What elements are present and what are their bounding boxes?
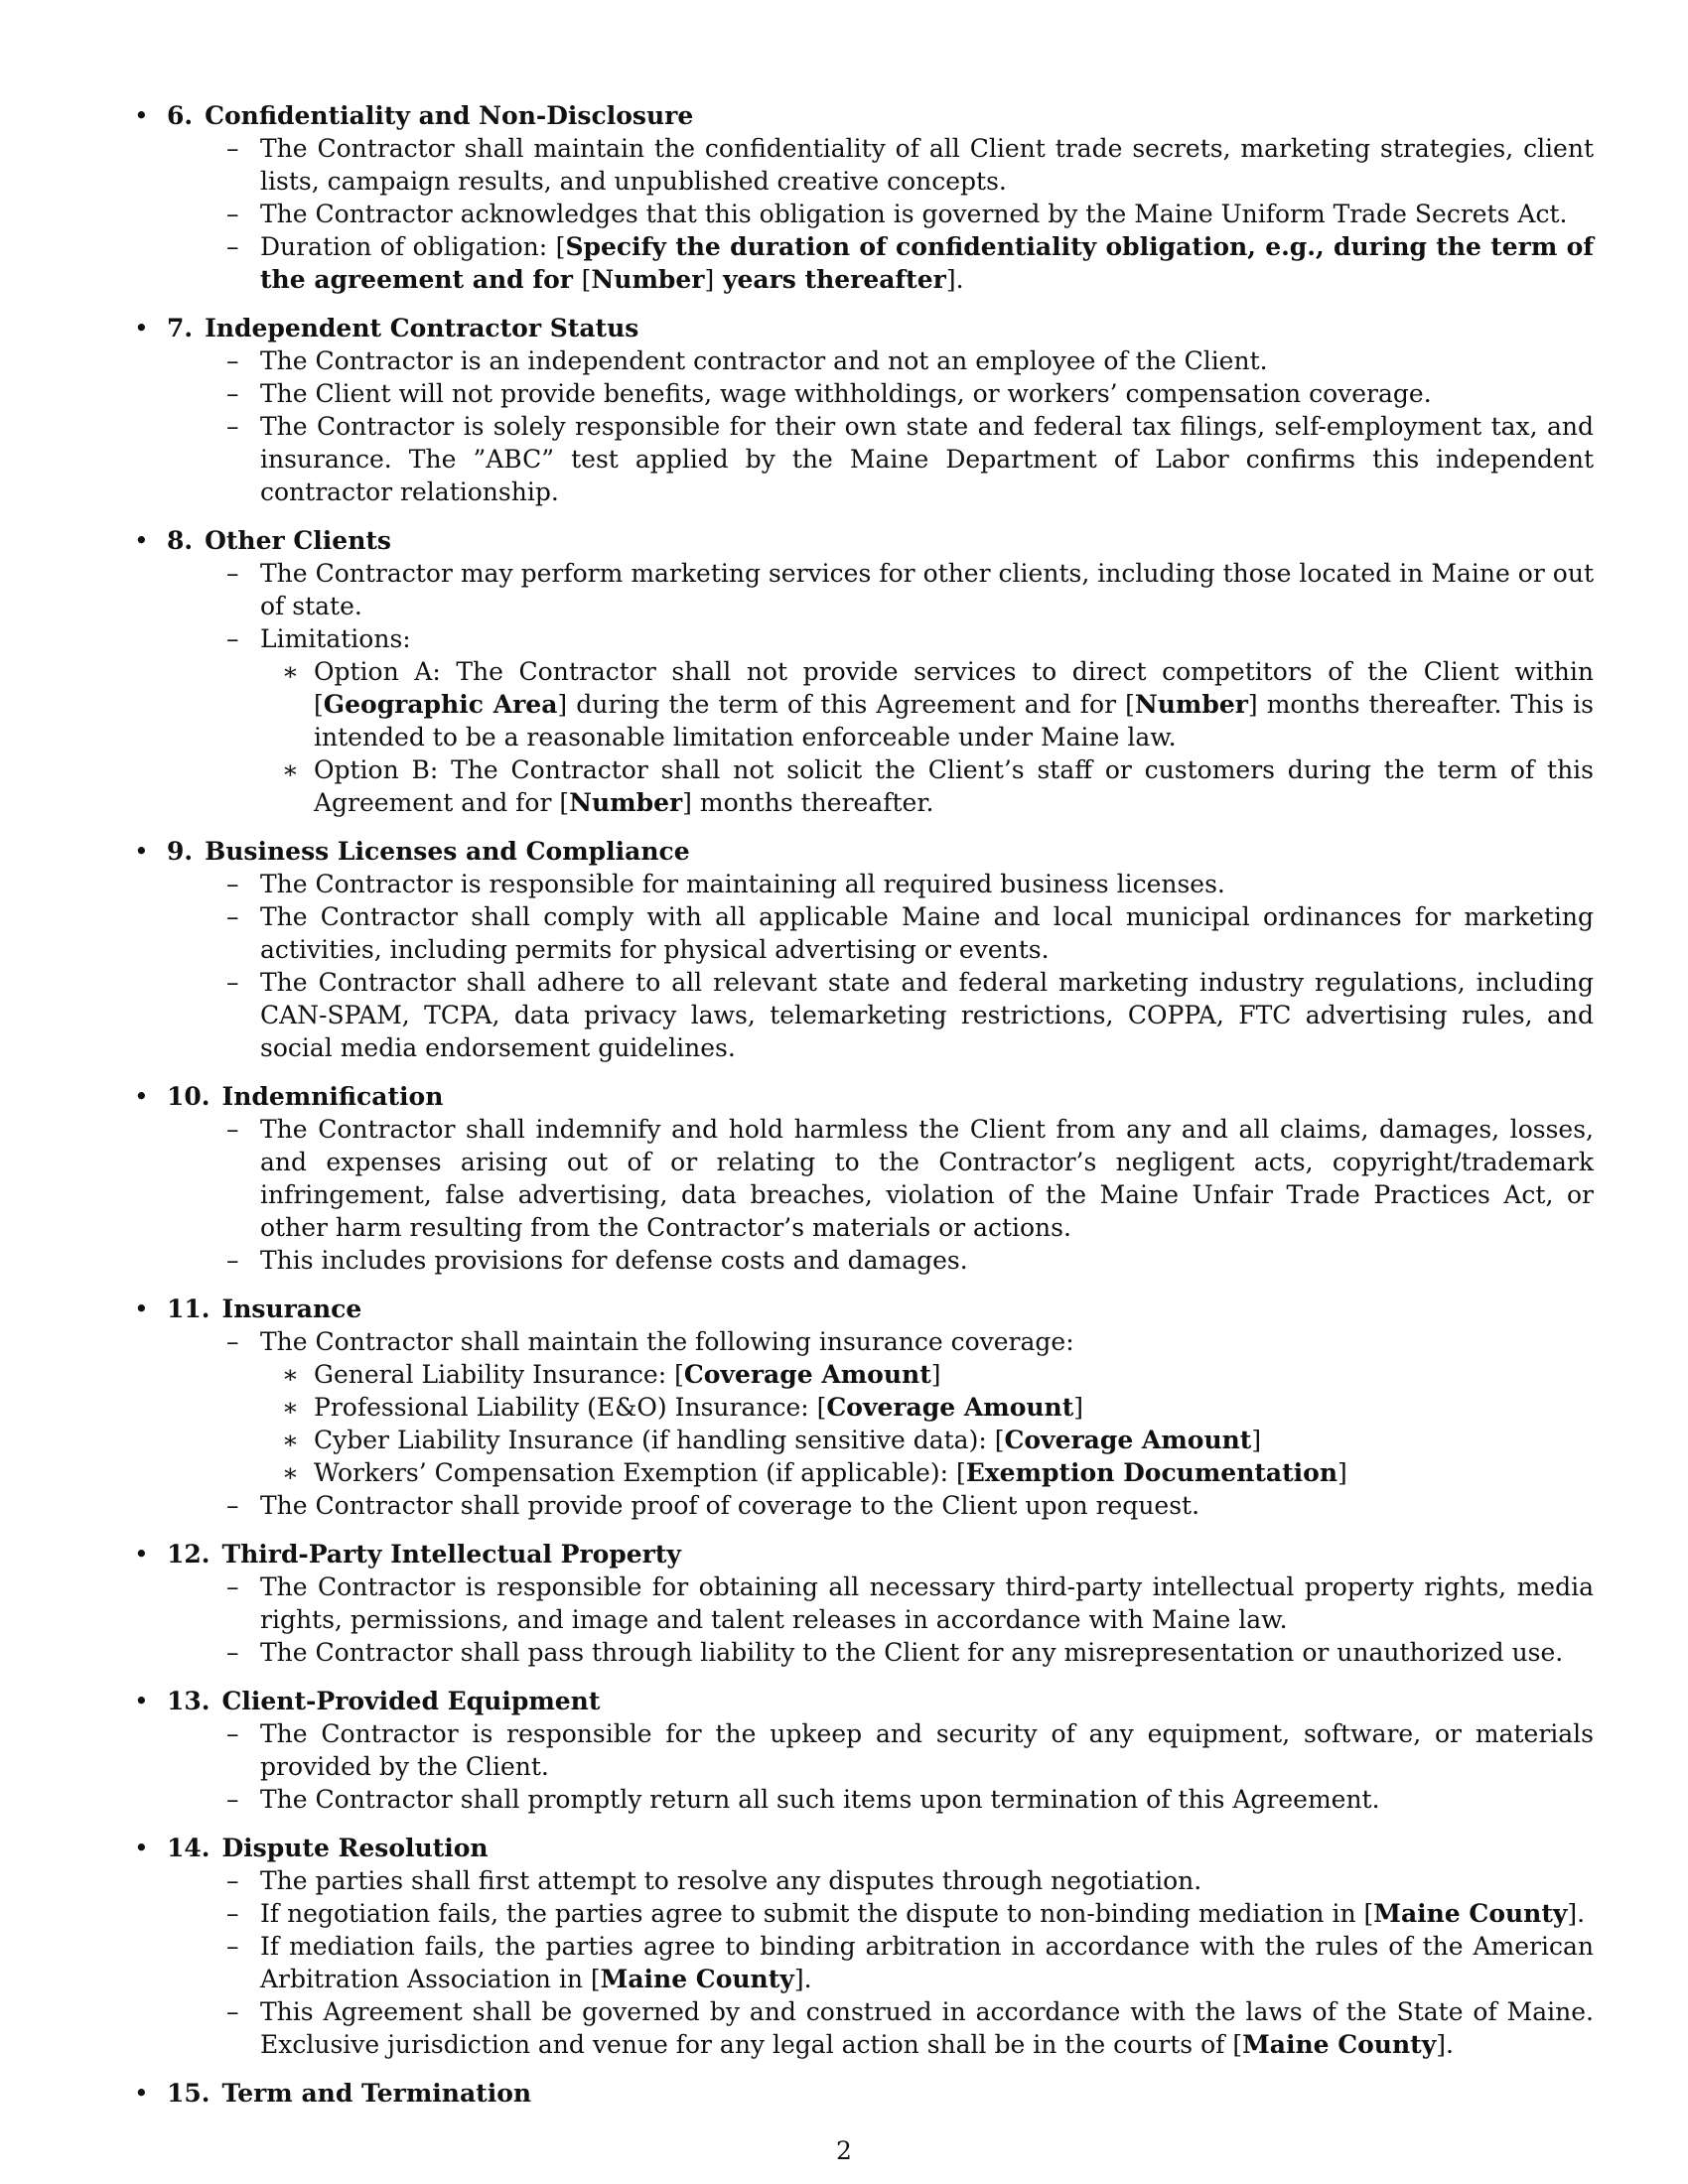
dash-marker: – <box>226 1719 239 1748</box>
clause-item <box>167 1489 1594 1522</box>
clause-text: The Contractor is an independent contractor and not an employee of the Client. <box>260 346 1268 375</box>
placeholder-text: Maine County <box>1242 2030 1437 2059</box>
clause-item <box>167 900 1594 966</box>
sub-clause-item <box>167 655 1594 753</box>
clause-text: Limitations: <box>260 624 411 653</box>
clause-text: Workers’ Compensation Exemption (if applicable): [ <box>314 1458 966 1487</box>
clause-text: This includes provisions for defense costs and damages. <box>260 1246 968 1275</box>
bullet-marker: • <box>134 1540 149 1569</box>
bullet-marker: • <box>134 1082 149 1111</box>
clause-text: ]. <box>1567 1899 1586 1928</box>
dash-marker: – <box>226 968 239 997</box>
placeholder-text: Maine County <box>1373 1899 1568 1928</box>
clause-text: Option A: The Contractor shall not provide services to direct competitors of the Client within [ <box>314 657 1594 719</box>
clause-text: ] <box>930 1360 941 1389</box>
clause-item <box>167 1244 1594 1277</box>
bullet-marker: • <box>134 1687 149 1715</box>
dash-marker: – <box>226 1246 239 1275</box>
clause-item <box>167 1864 1594 1897</box>
clause-text: If mediation fails, the parties agree to binding arbitration in accordance with the rules of the American Arbitration Association in [ <box>260 1932 1594 1993</box>
placeholder-text: Coverage Amount <box>683 1360 931 1389</box>
section-title: Confidentiality and Non-Disclosure <box>205 101 694 130</box>
section-number: 9. <box>167 837 194 866</box>
clause-text: ] during the term of this Agreement and for [ <box>557 690 1135 719</box>
section-heading <box>167 99 1594 132</box>
bullet-marker: • <box>134 2079 149 2108</box>
clause-item <box>167 557 1594 622</box>
bullet-marker: • <box>134 526 149 555</box>
clause-text: The Contractor shall indemnify and hold harmless the Client from any and all claims, damages, losses, and expenses arising out of or relating to the Contractor’s negligent acts, copyright/trademark infringement, false advertising, data breaches, violation of the Maine Unfair Trade Practices Act, or other harm resulting from the Contractor’s materials or actions. <box>260 1115 1594 1242</box>
bullet-marker: • <box>134 837 149 866</box>
section-heading <box>167 835 1594 868</box>
section-12 <box>134 1538 1594 1669</box>
placeholder-text: Specify the duration of confidentiality obligation, e.g., during the term of the agreement and for <box>260 232 1594 294</box>
clause-text: The Contractor shall maintain the confidentiality of all Client trade secrets, marketing strategies, client lists, campaign results, and unpublished creative concepts. <box>260 134 1594 196</box>
section-title: Third-Party Intellectual Property <box>221 1540 681 1569</box>
bullet-marker: • <box>134 314 149 342</box>
clause-text: The Contractor shall provide proof of coverage to the Client upon request. <box>260 1491 1200 1520</box>
section-heading <box>167 2077 1594 2110</box>
clause-text: ] months thereafter. This is intended to be a reasonable limitation enforceable under Maine law. <box>314 690 1594 751</box>
section-title: Indemnification <box>221 1082 444 1111</box>
section-number: 11. <box>167 1295 211 1323</box>
clause-text: ] <box>704 265 715 294</box>
section-8 <box>134 524 1594 819</box>
asterisk-marker: ∗ <box>282 1458 299 1487</box>
section-heading <box>167 1293 1594 1325</box>
clause-text: Cyber Liability Insurance (if handling sensitive data): [ <box>314 1426 1005 1454</box>
section-heading <box>167 312 1594 344</box>
dash-marker: – <box>226 1866 239 1895</box>
clause-text: ]. <box>945 265 964 294</box>
dash-marker: – <box>226 1327 239 1356</box>
section-heading <box>167 1538 1594 1570</box>
bullet-marker: • <box>134 101 149 130</box>
clause-text: The parties shall first attempt to resolve any disputes through negotiation. <box>260 1866 1202 1895</box>
section-11 <box>134 1293 1594 1522</box>
clause-text: The Contractor is solely responsible for their own state and federal tax filings, self-employment tax, and insurance. The ”ABC” test applied by the Maine Department of Labor confirms this independent contractor relationship. <box>260 412 1594 506</box>
clause-item <box>167 132 1594 198</box>
dash-marker: – <box>226 412 239 441</box>
sub-clause-item <box>167 1456 1594 1489</box>
dash-marker: – <box>226 870 239 898</box>
section-heading <box>167 524 1594 557</box>
clause-item <box>167 622 1594 655</box>
clause-item <box>167 198 1594 230</box>
placeholder-text: years thereafter <box>714 265 946 294</box>
dash-marker: – <box>226 1997 239 2026</box>
section-14 <box>134 1832 1594 2061</box>
section-number: 7. <box>167 314 194 342</box>
page-number: 2 <box>836 2136 852 2165</box>
section-9 <box>134 835 1594 1064</box>
dash-marker: – <box>226 134 239 163</box>
clause-text: Option B: The Contractor shall not solicit the Client’s staff or customers during the term of this Agreement and for [ <box>314 755 1594 817</box>
section-number: 13. <box>167 1687 211 1715</box>
clause-text: [ <box>581 265 592 294</box>
section-title: Business Licenses and Compliance <box>205 837 690 866</box>
dash-marker: – <box>226 1638 239 1667</box>
clause-item <box>167 1636 1594 1669</box>
section-title: Independent Contractor Status <box>205 314 639 342</box>
dash-marker: – <box>226 346 239 375</box>
clause-item <box>167 1995 1594 2061</box>
section-number: 6. <box>167 101 194 130</box>
placeholder-text: Coverage Amount <box>826 1393 1074 1422</box>
agreement-body <box>134 99 1594 2125</box>
section-10 <box>134 1080 1594 1277</box>
section-number: 10. <box>167 1082 211 1111</box>
placeholder-text: Number <box>569 788 683 817</box>
clause-item <box>167 1897 1594 1930</box>
placeholder-text: Exemption Documentation <box>965 1458 1338 1487</box>
section-number: 15. <box>167 2079 211 2108</box>
section-heading <box>167 1685 1594 1717</box>
dash-marker: – <box>226 1572 239 1601</box>
clause-item <box>167 1717 1594 1783</box>
section-15 <box>134 2077 1594 2110</box>
placeholder-text: Maine County <box>600 1965 794 1993</box>
dash-marker: – <box>226 232 239 261</box>
clause-text: ] months thereafter. <box>682 788 934 817</box>
placeholder-text: Number <box>1134 690 1248 719</box>
clause-text: ]. <box>1436 2030 1454 2059</box>
sub-clause-item <box>167 1358 1594 1391</box>
clause-item <box>167 410 1594 508</box>
clause-text: This Agreement shall be governed by and construed in accordance with the laws of the State of Maine. Exclusive jurisdiction and venue for any legal action shall be in the courts of [ <box>260 1997 1594 2059</box>
bullet-marker: • <box>134 1834 149 1862</box>
clause-item <box>167 868 1594 900</box>
section-7 <box>134 312 1594 508</box>
asterisk-marker: ∗ <box>282 657 299 686</box>
clause-text: General Liability Insurance: [ <box>314 1360 684 1389</box>
clause-item <box>167 344 1594 377</box>
clause-text: The Contractor is responsible for maintaining all required business licenses. <box>260 870 1225 898</box>
asterisk-marker: ∗ <box>282 755 299 784</box>
clause-item <box>167 1570 1594 1636</box>
section-heading <box>167 1080 1594 1113</box>
clause-item <box>167 1930 1594 1995</box>
clause-item <box>167 966 1594 1064</box>
section-heading <box>167 1832 1594 1864</box>
asterisk-marker: ∗ <box>282 1426 299 1454</box>
clause-text: The Contractor may perform marketing services for other clients, including those located in Maine or out of state. <box>260 559 1594 620</box>
section-title: Term and Termination <box>221 2079 532 2108</box>
bullet-marker: • <box>134 1295 149 1323</box>
clause-text: ] <box>1337 1458 1347 1487</box>
clause-item <box>167 1783 1594 1816</box>
clause-text: The Contractor is responsible for the upkeep and security of any equipment, software, or materials provided by the Client. <box>260 1719 1594 1781</box>
clause-item <box>167 1113 1594 1244</box>
placeholder-text: Coverage Amount <box>1004 1426 1252 1454</box>
clause-text: The Client will not provide benefits, wage withholdings, or workers’ compensation coverage. <box>260 379 1432 408</box>
dash-marker: – <box>226 200 239 228</box>
dash-marker: – <box>226 902 239 931</box>
clause-text: The Contractor shall adhere to all relevant state and federal marketing industry regulations, including CAN-SPAM, TCPA, data privacy laws, telemarketing restrictions, COPPA, FTC advertising rules, and social media endorsement guidelines. <box>260 968 1594 1062</box>
clause-text: The Contractor shall pass through liability to the Client for any misrepresentation or unauthorized use. <box>260 1638 1564 1667</box>
section-title: Other Clients <box>205 526 391 555</box>
section-title: Dispute Resolution <box>221 1834 489 1862</box>
clause-item <box>167 377 1594 410</box>
section-6 <box>134 99 1594 296</box>
clause-item <box>167 1325 1594 1358</box>
placeholder-text: Number <box>591 265 705 294</box>
asterisk-marker: ∗ <box>282 1360 299 1389</box>
dash-marker: – <box>226 1932 239 1961</box>
sub-clause-item <box>167 1391 1594 1424</box>
section-number: 8. <box>167 526 194 555</box>
placeholder-text: Geographic Area <box>323 690 558 719</box>
clause-text: The Contractor acknowledges that this obligation is governed by the Maine Uniform Trade Secrets Act. <box>260 200 1568 228</box>
section-number: 12. <box>167 1540 211 1569</box>
dash-marker: – <box>226 1899 239 1928</box>
clause-text: The Contractor shall comply with all applicable Maine and local municipal ordinances for marketing activities, including permits for physical advertising or events. <box>260 902 1594 964</box>
clause-text: ] <box>1251 1426 1262 1454</box>
clause-text: ] <box>1073 1393 1084 1422</box>
sub-clause-item <box>167 1424 1594 1456</box>
clause-item <box>167 230 1594 296</box>
dash-marker: – <box>226 559 239 588</box>
section-title: Client-Provided Equipment <box>221 1687 601 1715</box>
clause-text: The Contractor shall promptly return all such items upon termination of this Agreement. <box>260 1785 1380 1814</box>
sub-clause-item <box>167 753 1594 819</box>
clause-text: The Contractor shall maintain the following insurance coverage: <box>260 1327 1074 1356</box>
dash-marker: – <box>226 1491 239 1520</box>
dash-marker: – <box>226 1785 239 1814</box>
clause-text: The Contractor is responsible for obtaining all necessary third-party intellectual property rights, media rights, permissions, and image and talent releases in accordance with Maine law. <box>260 1572 1594 1634</box>
dash-marker: – <box>226 624 239 653</box>
section-13 <box>134 1685 1594 1816</box>
clause-text: If negotiation fails, the parties agree to submit the dispute to non-binding mediation in [ <box>260 1899 1374 1928</box>
clause-text: Duration of obligation: [ <box>260 232 566 261</box>
section-title: Insurance <box>221 1295 362 1323</box>
clause-text: Professional Liability (E&O) Insurance: [ <box>314 1393 827 1422</box>
section-number: 14. <box>167 1834 211 1862</box>
clause-text: ]. <box>793 1965 812 1993</box>
asterisk-marker: ∗ <box>282 1393 299 1422</box>
dash-marker: – <box>226 379 239 408</box>
dash-marker: – <box>226 1115 239 1144</box>
